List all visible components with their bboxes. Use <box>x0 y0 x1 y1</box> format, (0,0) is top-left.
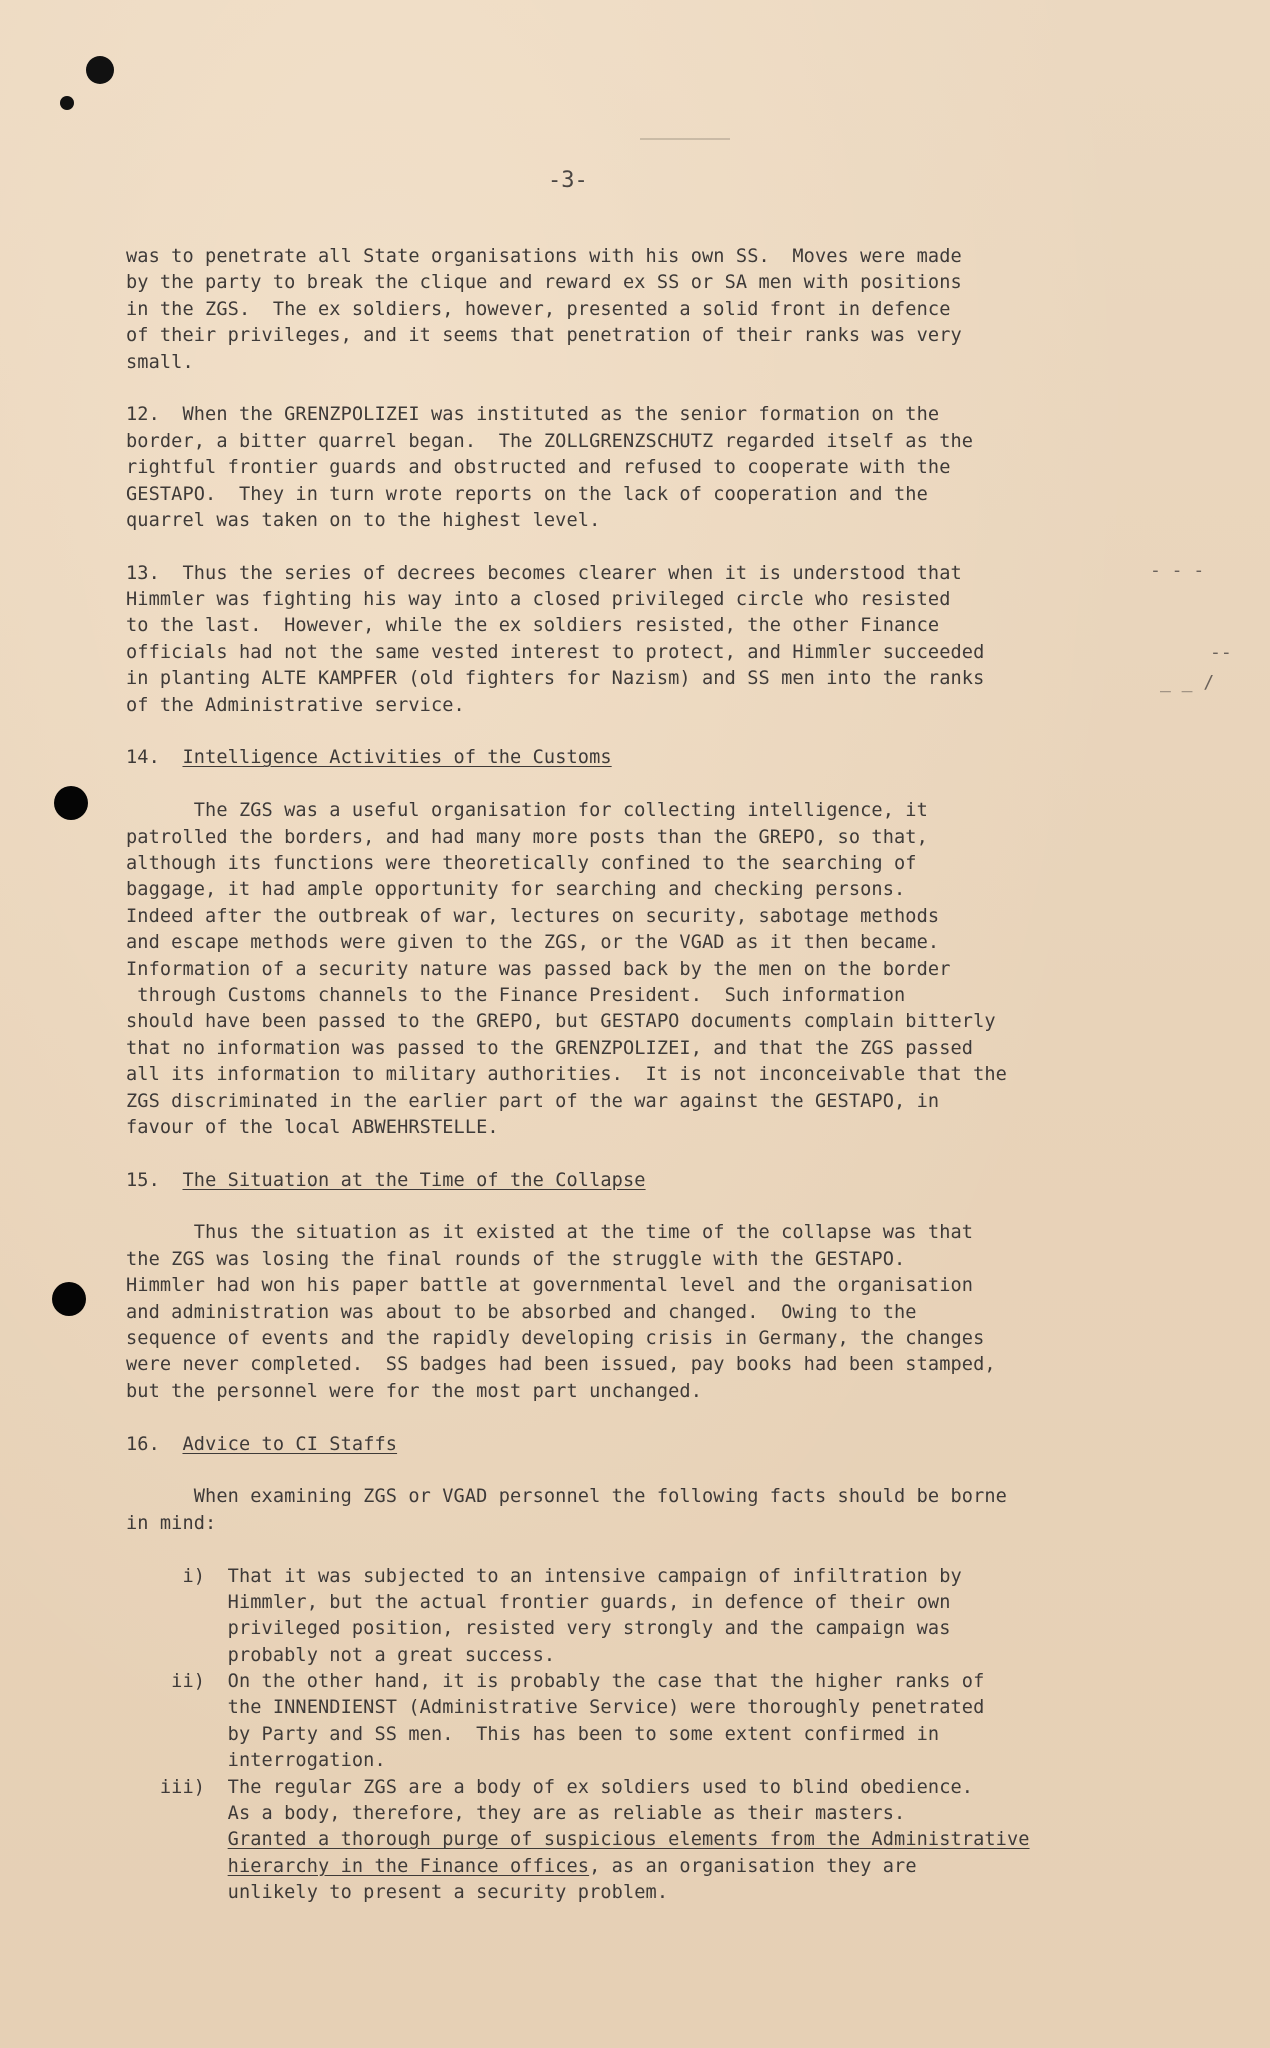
text-line: Thus the situation as it existed at the time of the collapse was that <box>126 1222 974 1244</box>
text-line: the ZGS was losing the final rounds of the struggle with the GESTAPO. <box>126 1248 906 1270</box>
text-line: Himmler was fighting his way into a closed privileged circle who resisted <box>126 589 951 611</box>
text-line: was to penetrate all State organisations with his own SS. Moves were made <box>126 246 962 267</box>
paragraph-gap <box>126 772 1176 798</box>
line-prefix: 16. <box>126 1433 183 1455</box>
text-line: Himmler, but the actual frontier guards, in defence of their own <box>126 1591 951 1613</box>
text-line <box>126 1854 1176 1880</box>
line-prefix: 15. <box>126 1169 183 1191</box>
text-line: quarrel was taken on to the highest level. <box>126 509 601 531</box>
ink-speck <box>60 96 74 110</box>
text-line: in the ZGS. The ex soldiers, however, presented a solid front in defence <box>126 298 951 320</box>
text-line: patrolled the borders, and had many more posts than the GREPO, so that, <box>126 826 928 848</box>
text-line: As a body, therefore, they are as reliable as their masters. <box>126 1803 906 1825</box>
paragraph-gap <box>126 1141 1176 1167</box>
text-line: the INNENDIENST (Administrative Service) were thoroughly penetrated <box>126 1697 985 1719</box>
paper-crease <box>640 138 730 140</box>
underlined-heading: Advice to CI Staffs <box>182 1433 398 1455</box>
line-suffix: , as an organisation they are <box>589 1855 917 1877</box>
punch-hole-lower <box>52 1282 86 1316</box>
text-line: favour of the local ABWEHRSTELLE. <box>126 1116 499 1138</box>
text-line: through Customs channels to the Finance President. Such information <box>126 984 906 1006</box>
text-line: and administration was about to be absorbed and changed. Owing to the <box>126 1301 917 1323</box>
paragraph-gap <box>126 376 1176 402</box>
paragraph-gap <box>126 1194 1176 1220</box>
text-line: GESTAPO. They in turn wrote reports on the lack of cooperation and the <box>126 483 928 505</box>
text-line <box>126 1432 1176 1458</box>
text-line: sequence of events and the rapidly developing crisis in Germany, the changes <box>126 1328 985 1350</box>
paragraph-gap <box>126 1537 1176 1563</box>
text-line: Information of a security nature was passed back by the men on the border <box>126 958 951 980</box>
text-line: The ZGS was a useful organisation for collecting intelligence, it <box>126 800 928 822</box>
text-line: by the party to break the clique and reward ex SS or SA men with positions <box>126 272 962 294</box>
text-line: all its information to military authorities. It is not inconceivable that the <box>126 1064 1007 1086</box>
text-line: ii) On the other hand, it is probably the case that the higher ranks of <box>126 1671 985 1693</box>
text-line: probably not a great success. <box>126 1644 556 1666</box>
punch-hole-upper <box>54 786 88 820</box>
text-line: to the last. However, while the ex soldiers resisted, the other Finance <box>126 615 940 637</box>
text-line: 13. Thus the series of decrees becomes clearer when it is understood that <box>126 562 962 584</box>
text-line: interrogation. <box>126 1750 386 1772</box>
text-line: i) That it was subjected to an intensive campaign of infiltration by <box>126 1565 962 1587</box>
memo-body-text <box>126 244 1176 1907</box>
underlined-heading: The Situation at the Time of the Collapse <box>182 1169 646 1191</box>
text-line: that no information was passed to the GRENZPOLIZEI, and that the ZGS passed <box>126 1037 974 1059</box>
text-line: by Party and SS men. This has been to some extent confirmed in <box>126 1723 940 1745</box>
text-line <box>126 1827 1176 1853</box>
text-line: ZGS discriminated in the earlier part of the war against the GESTAPO, in <box>126 1090 940 1112</box>
text-line: 12. When the GRENZPOLIZEI was instituted as the senior formation on the <box>126 404 940 426</box>
page-number: -3- <box>548 168 588 193</box>
underlined-heading: hierarchy in the Finance offices <box>227 1855 590 1877</box>
line-prefix <box>126 1856 228 1877</box>
margin-pencil-mark: -- <box>1210 642 1232 663</box>
margin-pencil-mark: _ _ / <box>1160 672 1215 693</box>
margin-pencil-mark: - - - <box>1150 560 1205 581</box>
paragraph-gap <box>126 1458 1176 1484</box>
text-line: border, a bitter quarrel began. The ZOLLGRENZSCHUTZ regarded itself as the <box>126 430 974 452</box>
paragraph-gap <box>126 719 1176 745</box>
underlined-heading: Granted a thorough purge of suspicious elements from the Administrative <box>227 1829 1030 1851</box>
text-line: in planting ALTE KAMPFER (old fighters for Nazism) and SS men into the ranks <box>126 668 985 690</box>
text-line <box>126 745 1176 771</box>
text-line: and escape methods were given to the ZGS, or the VGAD as it then became. <box>126 932 940 954</box>
text-line: but the personnel were for the most part unchanged. <box>126 1380 703 1402</box>
paragraph-gap <box>126 534 1176 560</box>
text-line: When examining ZGS or VGAD personnel the following facts should be borne <box>126 1486 1007 1508</box>
underlined-heading: Intelligence Activities of the Customs <box>182 747 612 769</box>
text-line: officials had not the same vested interest to protect, and Himmler succeeded <box>126 641 985 663</box>
text-line: were never completed. SS badges had been issued, pay books had been stamped, <box>126 1354 996 1376</box>
paragraph-gap <box>126 1405 1176 1431</box>
text-line: of the Administrative service. <box>126 694 465 716</box>
text-line: Indeed after the outbreak of war, lectures on security, sabotage methods <box>126 905 940 927</box>
text-line <box>126 1168 1176 1194</box>
text-line: although its functions were theoretically confined to the searching of <box>126 852 917 874</box>
ink-speck <box>86 56 114 84</box>
text-line: should have been passed to the GREPO, but GESTAPO documents complain bitterly <box>126 1011 996 1033</box>
text-line: privileged position, resisted very strongly and the campaign was <box>126 1618 951 1640</box>
text-line: baggage, it had ample opportunity for searching and checking persons. <box>126 879 906 901</box>
text-line: unlikely to present a security problem. <box>126 1882 669 1904</box>
line-prefix: 14. <box>126 747 183 769</box>
line-prefix <box>126 1829 228 1850</box>
text-line: of their privileges, and it seems that penetration of their ranks was very <box>126 325 962 347</box>
text-line: iii) The regular ZGS are a body of ex soldiers used to blind obedience. <box>126 1776 974 1798</box>
text-line: in mind: <box>126 1512 217 1534</box>
text-line: small. <box>126 351 194 373</box>
text-line: rightful frontier guards and obstructed and refused to cooperate with the <box>126 457 951 479</box>
text-line: Himmler had won his paper battle at governmental level and the organisation <box>126 1275 974 1297</box>
